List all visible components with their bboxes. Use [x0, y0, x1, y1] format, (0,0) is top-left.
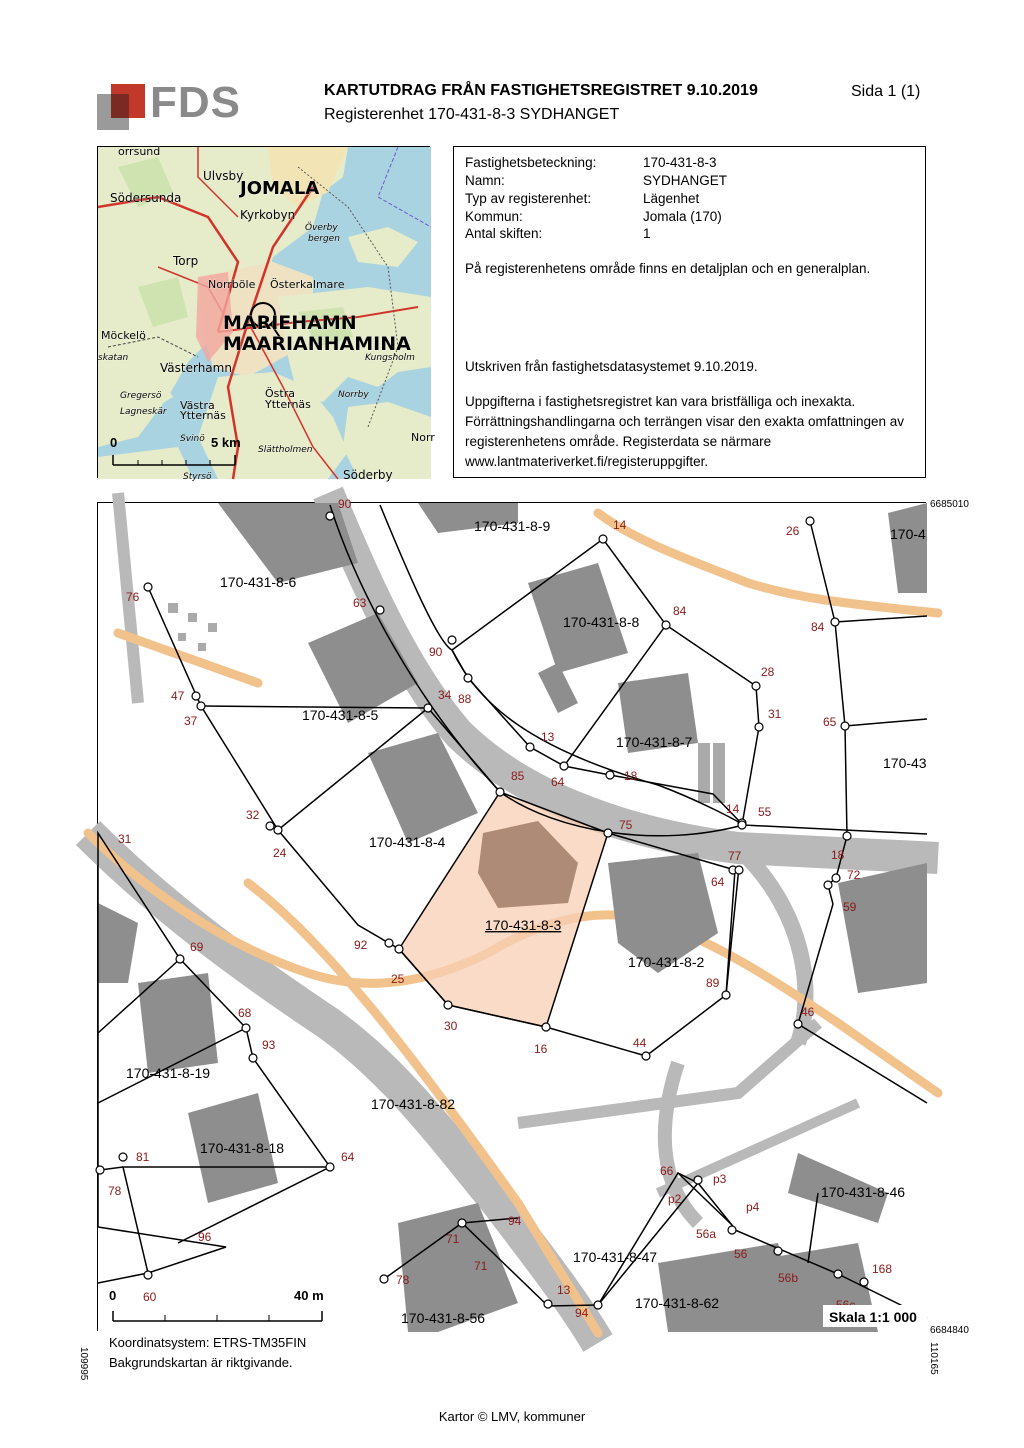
info-label: Typ av registerenhet:: [465, 191, 592, 206]
point-number: 64: [711, 875, 725, 889]
ov-label: Västerhamn: [160, 361, 232, 375]
ov-label: MAARIANHAMINA: [223, 333, 411, 355]
point-number: 63: [353, 596, 367, 610]
point-number: 14: [726, 802, 740, 816]
ov-label: Kungsholm: [365, 353, 415, 363]
coord-top-right: 6685010: [930, 499, 969, 510]
ov-label: Gregersö: [120, 391, 162, 401]
overview-map: [97, 145, 435, 482]
point-number: 18: [624, 769, 638, 783]
point-number: 65: [823, 715, 837, 729]
point-number: 93: [262, 1038, 276, 1052]
ov-label: Överby: [305, 223, 338, 233]
parcel-label: 170-431-8-5: [302, 707, 379, 723]
info-label: Kommun:: [465, 209, 523, 224]
ov-label: Ytternäs: [265, 398, 311, 411]
parcel-label: 170-431-8-56: [401, 1310, 486, 1326]
ov-label: Slättholmen: [258, 445, 313, 455]
ov-label: Torp: [173, 254, 199, 268]
point-number: 84: [673, 604, 687, 618]
ov-label: Möckelö: [101, 329, 146, 342]
parcel-label: 170-431-8-46: [821, 1184, 906, 1200]
point-number: 55: [758, 805, 772, 819]
point-number: 60: [143, 1290, 157, 1304]
coord-bottom-right: 6684840: [930, 1325, 969, 1336]
parcel-label: 170-431-8-47: [573, 1249, 658, 1265]
point-number: 56b: [778, 1271, 799, 1285]
ov-label: bergen: [308, 234, 340, 244]
fds-logo-icon: [97, 82, 147, 132]
point-number: 25: [391, 972, 405, 986]
printed-note: Utskriven från fastighetsdatasystemet 9.10.2019.: [465, 359, 758, 374]
point-number: 31: [768, 707, 782, 721]
point-number: 71: [446, 1232, 460, 1246]
coord-right: 110165: [928, 1342, 939, 1375]
parcel-label: 170-431-8-18: [200, 1140, 285, 1156]
point-number: 24: [273, 846, 287, 860]
info-label: Fastighetsbeteckning:: [465, 155, 597, 170]
point-number: 34: [438, 688, 452, 702]
point-number: 13: [557, 1283, 571, 1297]
point-number: 68: [238, 1006, 252, 1020]
point-number: 14: [613, 518, 627, 532]
parcel-label: 170-43: [883, 755, 927, 771]
point-number: 16: [534, 1042, 548, 1056]
parcel-label: 170-4: [890, 526, 926, 542]
ov-label: Ytternäs: [180, 409, 226, 422]
ov-label: MARIEHAMN: [223, 312, 357, 334]
point-number: 13: [541, 730, 555, 744]
point-number: 69: [190, 940, 204, 954]
info-value: 1: [643, 226, 651, 241]
ov-label: Ulvsby: [203, 169, 244, 183]
coord-left: 109995: [78, 1347, 89, 1381]
ov-label: orrsund: [118, 145, 161, 158]
overview-scale-label: 5 km: [211, 435, 241, 450]
point-number: 81: [136, 1150, 150, 1164]
point-number: 30: [444, 1019, 458, 1033]
ov-label: Norrby: [338, 390, 369, 400]
page-number: Sida 1 (1): [851, 83, 921, 100]
info-value: 170-431-8-3: [643, 155, 717, 170]
cadastral-map: [97, 497, 927, 1331]
ov-label: Svinö: [180, 434, 205, 444]
point-number: 47: [171, 689, 185, 703]
ov-label: Norrböle: [208, 278, 256, 291]
map-scale-zero: 0: [109, 1288, 117, 1303]
point-number: 59: [843, 900, 857, 914]
point-number: 56: [734, 1247, 748, 1261]
fds-logo: [97, 82, 147, 132]
plan-note: På registerenhetens område finns en detaljplan och en generalplan.: [465, 261, 871, 276]
point-number: 71: [474, 1259, 488, 1273]
point-number: 64: [551, 775, 565, 789]
fds-logo-text: FDS: [150, 78, 241, 127]
info-label: Antal skiften:: [465, 226, 543, 241]
parcel-label: 170-431-8-8: [563, 614, 640, 630]
point-number: 78: [396, 1273, 410, 1287]
ov-label: Kyrkobyn: [240, 208, 296, 222]
point-number: 78: [108, 1184, 122, 1198]
map-scale-label: 40 m: [294, 1288, 324, 1303]
point-number: 64: [341, 1150, 355, 1164]
info-label: Namn:: [465, 173, 505, 188]
property-info-box: [453, 146, 926, 478]
point-number: p4: [746, 1200, 760, 1214]
point-number: 66: [660, 1164, 674, 1178]
point-number: p3: [713, 1172, 727, 1186]
target-parcel-label: 170-431-8-3: [485, 917, 562, 933]
point-number: 90: [338, 497, 352, 511]
point-number: 37: [184, 714, 198, 728]
background-note: Bakgrundskartan är riktgivande.: [109, 1355, 293, 1370]
info-value: SYDHANGET: [643, 173, 728, 188]
point-number: 90: [429, 645, 443, 659]
point-number: 76: [126, 590, 140, 604]
ov-label: Österkalmare: [270, 278, 345, 291]
point-number: 92: [354, 938, 368, 952]
point-number: 56a: [696, 1227, 717, 1241]
parcel-label: 170-431-8-9: [474, 518, 551, 534]
point-number: 96: [198, 1230, 212, 1244]
disclaimer: Uppgifterna i fastighetsregistret kan vara bristfälliga och inexakta. Förrättningshandlingarna och terrängen visar den exakta omfattningen av registerenhetens område. Registerdata se närmare www.lantmateriverket.fi/registeruppgifter.: [465, 394, 905, 469]
point-number: 89: [706, 976, 720, 990]
point-number: 77: [728, 849, 742, 863]
coordinate-system: Koordinatsystem: ETRS-TM35FIN: [109, 1335, 307, 1350]
info-value: Lägenhet: [643, 191, 700, 206]
ov-label: Västra: [180, 399, 215, 412]
point-number: 44: [633, 1036, 647, 1050]
scale-ratio-box: [823, 1305, 927, 1327]
ov-label: Södersunda: [110, 191, 182, 205]
ov-label: Styrsö: [183, 472, 212, 482]
point-number: 88: [458, 692, 472, 706]
parcel-label: 170-431-8-7: [616, 734, 693, 750]
parcel-label: 170-431-8-62: [635, 1295, 720, 1311]
point-number: 168: [872, 1262, 893, 1276]
ov-label: Lagneskär: [120, 407, 167, 417]
info-value: Jomala (170): [643, 209, 722, 224]
parcel-label: 170-431-8-6: [220, 574, 297, 590]
parcel-label: 170-431-8-82: [371, 1096, 456, 1112]
ov-label: JOMALA: [240, 178, 320, 199]
parcel-label: 170-431-8-19: [126, 1065, 211, 1081]
point-number: 18: [831, 848, 845, 862]
point-number: 94: [508, 1214, 522, 1228]
scale-ratio: Skala 1:1 000: [829, 1309, 917, 1325]
document-title: KARTUTDRAG FRÅN FASTIGHETSREGISTRET 9.10.2019: [324, 82, 758, 99]
point-number: 26: [786, 524, 800, 538]
copyright: Kartor © LMV, kommuner: [438, 1409, 586, 1424]
point-number: 46: [801, 1005, 815, 1019]
ov-label: Östra: [265, 387, 295, 400]
point-number: 72: [847, 868, 861, 882]
point-number: p2: [668, 1192, 682, 1206]
point-number: 94: [575, 1306, 589, 1320]
point-number: 75: [619, 818, 633, 832]
parcel-label: 170-431-8-2: [628, 954, 705, 970]
ov-label: Söderby: [343, 468, 393, 482]
point-number: 31: [118, 832, 132, 846]
document-subtitle: Registerenhet 170-431-8-3 SYDHANGET: [324, 106, 620, 123]
overview-scale-zero: 0: [110, 435, 118, 450]
point-number: 32: [246, 808, 260, 822]
ov-label: Norr: [411, 431, 435, 444]
point-number: 84: [811, 620, 825, 634]
point-number: 28: [761, 665, 775, 679]
ov-label: skatan: [98, 353, 129, 363]
point-number: 85: [511, 769, 525, 783]
parcel-label: 170-431-8-4: [369, 834, 446, 850]
